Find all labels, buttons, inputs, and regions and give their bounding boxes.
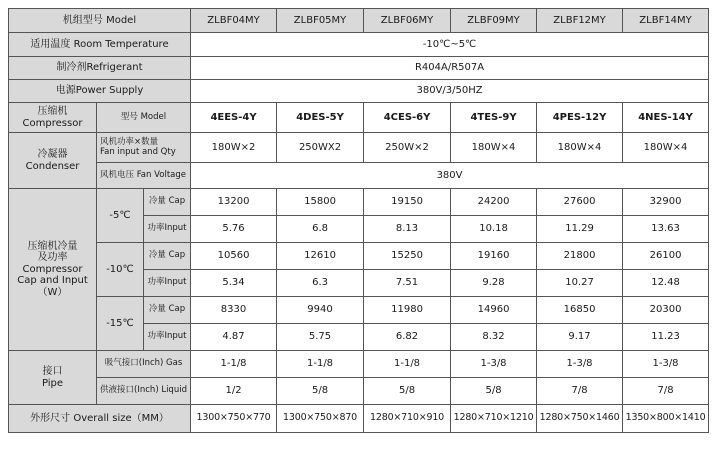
cap-cell: 9940 <box>277 297 364 324</box>
fan-voltage-label: 风机电压 Fan Voltage <box>97 163 191 189</box>
spec-table <box>8 8 709 433</box>
cap-cell: 12610 <box>277 243 364 270</box>
pipe-label-cn: 接口 <box>42 366 63 377</box>
capacity-label-line: 及功率 <box>37 252 68 264</box>
cap-cell: 26100 <box>623 243 709 270</box>
cap-cell: 10560 <box>191 243 277 270</box>
input-cell: 6.8 <box>277 216 364 243</box>
cap-cell: 14960 <box>451 297 537 324</box>
overall-label: 外形尺寸 Overall size（MM） <box>9 405 191 433</box>
input-cell: 12.48 <box>623 270 709 297</box>
liquid-cell: 7/8 <box>623 378 709 405</box>
liquid-cell: 1/2 <box>191 378 277 405</box>
capacity-label-line: Compressor <box>22 263 83 275</box>
cap-cell: 15800 <box>277 189 364 216</box>
capacity-label-line: 压缩机冷量 <box>27 240 78 252</box>
overall-cell: 1300×750×770 <box>191 405 277 433</box>
gas-cell: 1-3/8 <box>537 351 623 378</box>
cap-cell: 16850 <box>537 297 623 324</box>
condenser-fan-row <box>9 133 709 163</box>
gas-cell: 1-1/8 <box>364 351 451 378</box>
cap-cell: 19150 <box>364 189 451 216</box>
input-cell: 11.29 <box>537 216 623 243</box>
fan-qty-cell: 180W×4 <box>623 133 709 163</box>
condenser-label-cn: 冷凝器 <box>37 149 68 160</box>
input-cell: 5.34 <box>191 270 277 297</box>
compressor-model-cell: 4TES-9Y <box>451 103 537 133</box>
cap-cell: 20300 <box>623 297 709 324</box>
liquid-cell: 5/8 <box>277 378 364 405</box>
input-cell: 9.17 <box>537 324 623 351</box>
compressor-model-cell: 4EES-4Y <box>191 103 277 133</box>
input-cell: 6.82 <box>364 324 451 351</box>
cap-cell: 11980 <box>364 297 451 324</box>
temp-label: -5℃ <box>97 189 144 243</box>
input-label: 功率Input <box>144 270 191 297</box>
overall-cell: 1280×750×1460 <box>537 405 623 433</box>
fan-voltage-value: 380V <box>191 163 709 189</box>
compressor-model-label: 型号 Model <box>97 103 191 133</box>
fan-qty-cell: 180W×4 <box>451 133 537 163</box>
condenser-label <box>9 133 97 189</box>
capacity-label-line: Cap and Input <box>17 275 88 287</box>
compressor-label-en: Compressor <box>22 117 83 129</box>
compressor-model-cell: 4PES-12Y <box>537 103 623 133</box>
model-header-cell: ZLBF14MY <box>623 9 709 33</box>
fan-voltage-row <box>9 163 709 189</box>
pipe-gas-row <box>9 351 709 378</box>
liquid-cell: 7/8 <box>537 378 623 405</box>
power-value: 380V/3/50HZ <box>191 80 709 103</box>
cap-label: 冷量 Cap <box>144 297 191 324</box>
fan-qty-label <box>97 133 191 163</box>
room-temp-label: 适用温度 Room Temperature <box>9 33 191 57</box>
gas-cell: 1-1/8 <box>191 351 277 378</box>
model-header-cell: ZLBF09MY <box>451 9 537 33</box>
compressor-model-cell: 4CES-6Y <box>364 103 451 133</box>
gas-cell: 1-3/8 <box>623 351 709 378</box>
cap-row <box>9 243 709 270</box>
input-cell: 10.18 <box>451 216 537 243</box>
input-cell: 7.51 <box>364 270 451 297</box>
input-cell: 8.13 <box>364 216 451 243</box>
pipe-label-en: Pipe <box>41 377 64 389</box>
pipe-label <box>9 351 97 405</box>
input-cell: 5.76 <box>191 216 277 243</box>
overall-cell: 1280×710×1210 <box>451 405 537 433</box>
model-header-cell: ZLBF12MY <box>537 9 623 33</box>
gas-cell: 1-1/8 <box>277 351 364 378</box>
fan-qty-label-en: Fan input and Qty <box>100 146 176 157</box>
input-cell: 8.32 <box>451 324 537 351</box>
fan-qty-cell: 250W×2 <box>364 133 451 163</box>
gas-cell: 1-3/8 <box>451 351 537 378</box>
cap-cell: 27600 <box>537 189 623 216</box>
fan-qty-cell: 180W×2 <box>191 133 277 163</box>
compressor-model-cell: 4NES-14Y <box>623 103 709 133</box>
compressor-row <box>9 103 709 133</box>
input-label: 功率Input <box>144 324 191 351</box>
capacity-label-line: （W） <box>37 286 68 298</box>
cap-row <box>9 189 709 216</box>
temp-label: -10℃ <box>97 243 144 297</box>
input-cell: 11.23 <box>623 324 709 351</box>
model-header-label: 机组型号 Model <box>9 9 191 33</box>
input-cell: 9.28 <box>451 270 537 297</box>
cap-cell: 19160 <box>451 243 537 270</box>
model-header-cell: ZLBF06MY <box>364 9 451 33</box>
pipe-liquid-row <box>9 378 709 405</box>
overall-row <box>9 405 709 433</box>
overall-cell: 1280×710×910 <box>364 405 451 433</box>
cap-label: 冷量 Cap <box>144 243 191 270</box>
fan-qty-label-cn: 风机功率×数量 <box>100 136 159 147</box>
model-header-cell: ZLBF05MY <box>277 9 364 33</box>
overall-cell: 1350×800×1410 <box>623 405 709 433</box>
temp-label: -15℃ <box>97 297 144 351</box>
gas-label: 吸气接口(Inch) Gas <box>97 351 191 378</box>
refrigerant-row <box>9 57 709 80</box>
fan-qty-cell: 180W×4 <box>537 133 623 163</box>
input-cell: 13.63 <box>623 216 709 243</box>
cap-cell: 24200 <box>451 189 537 216</box>
liquid-cell: 5/8 <box>451 378 537 405</box>
compressor-label <box>9 103 97 133</box>
capacity-label <box>9 189 97 351</box>
liquid-cell: 5/8 <box>364 378 451 405</box>
cap-cell: 32900 <box>623 189 709 216</box>
header-row <box>9 9 709 33</box>
compressor-model-cell: 4DES-5Y <box>277 103 364 133</box>
power-row <box>9 80 709 103</box>
power-label: 电源Power Supply <box>9 80 191 103</box>
refrigerant-value: R404A/R507A <box>191 57 709 80</box>
compressor-label-cn: 压缩机 <box>37 106 68 117</box>
refrigerant-label: 制冷剂Refrigerant <box>9 57 191 80</box>
overall-cell: 1300×750×870 <box>277 405 364 433</box>
cap-cell: 8330 <box>191 297 277 324</box>
cap-row <box>9 297 709 324</box>
input-cell: 6.3 <box>277 270 364 297</box>
room-temp-value: -10℃~5℃ <box>191 33 709 57</box>
cap-cell: 13200 <box>191 189 277 216</box>
input-cell: 5.75 <box>277 324 364 351</box>
cap-cell: 21800 <box>537 243 623 270</box>
liquid-label: 供液接口(Inch) Liquid <box>97 378 191 405</box>
input-cell: 10.27 <box>537 270 623 297</box>
room-temp-row <box>9 33 709 57</box>
condenser-label-en: Condenser <box>25 160 80 172</box>
cap-cell: 15250 <box>364 243 451 270</box>
model-header-cell: ZLBF04MY <box>191 9 277 33</box>
input-label: 功率Input <box>144 216 191 243</box>
fan-qty-cell: 250WX2 <box>277 133 364 163</box>
cap-label: 冷量 Cap <box>144 189 191 216</box>
input-cell: 4.87 <box>191 324 277 351</box>
